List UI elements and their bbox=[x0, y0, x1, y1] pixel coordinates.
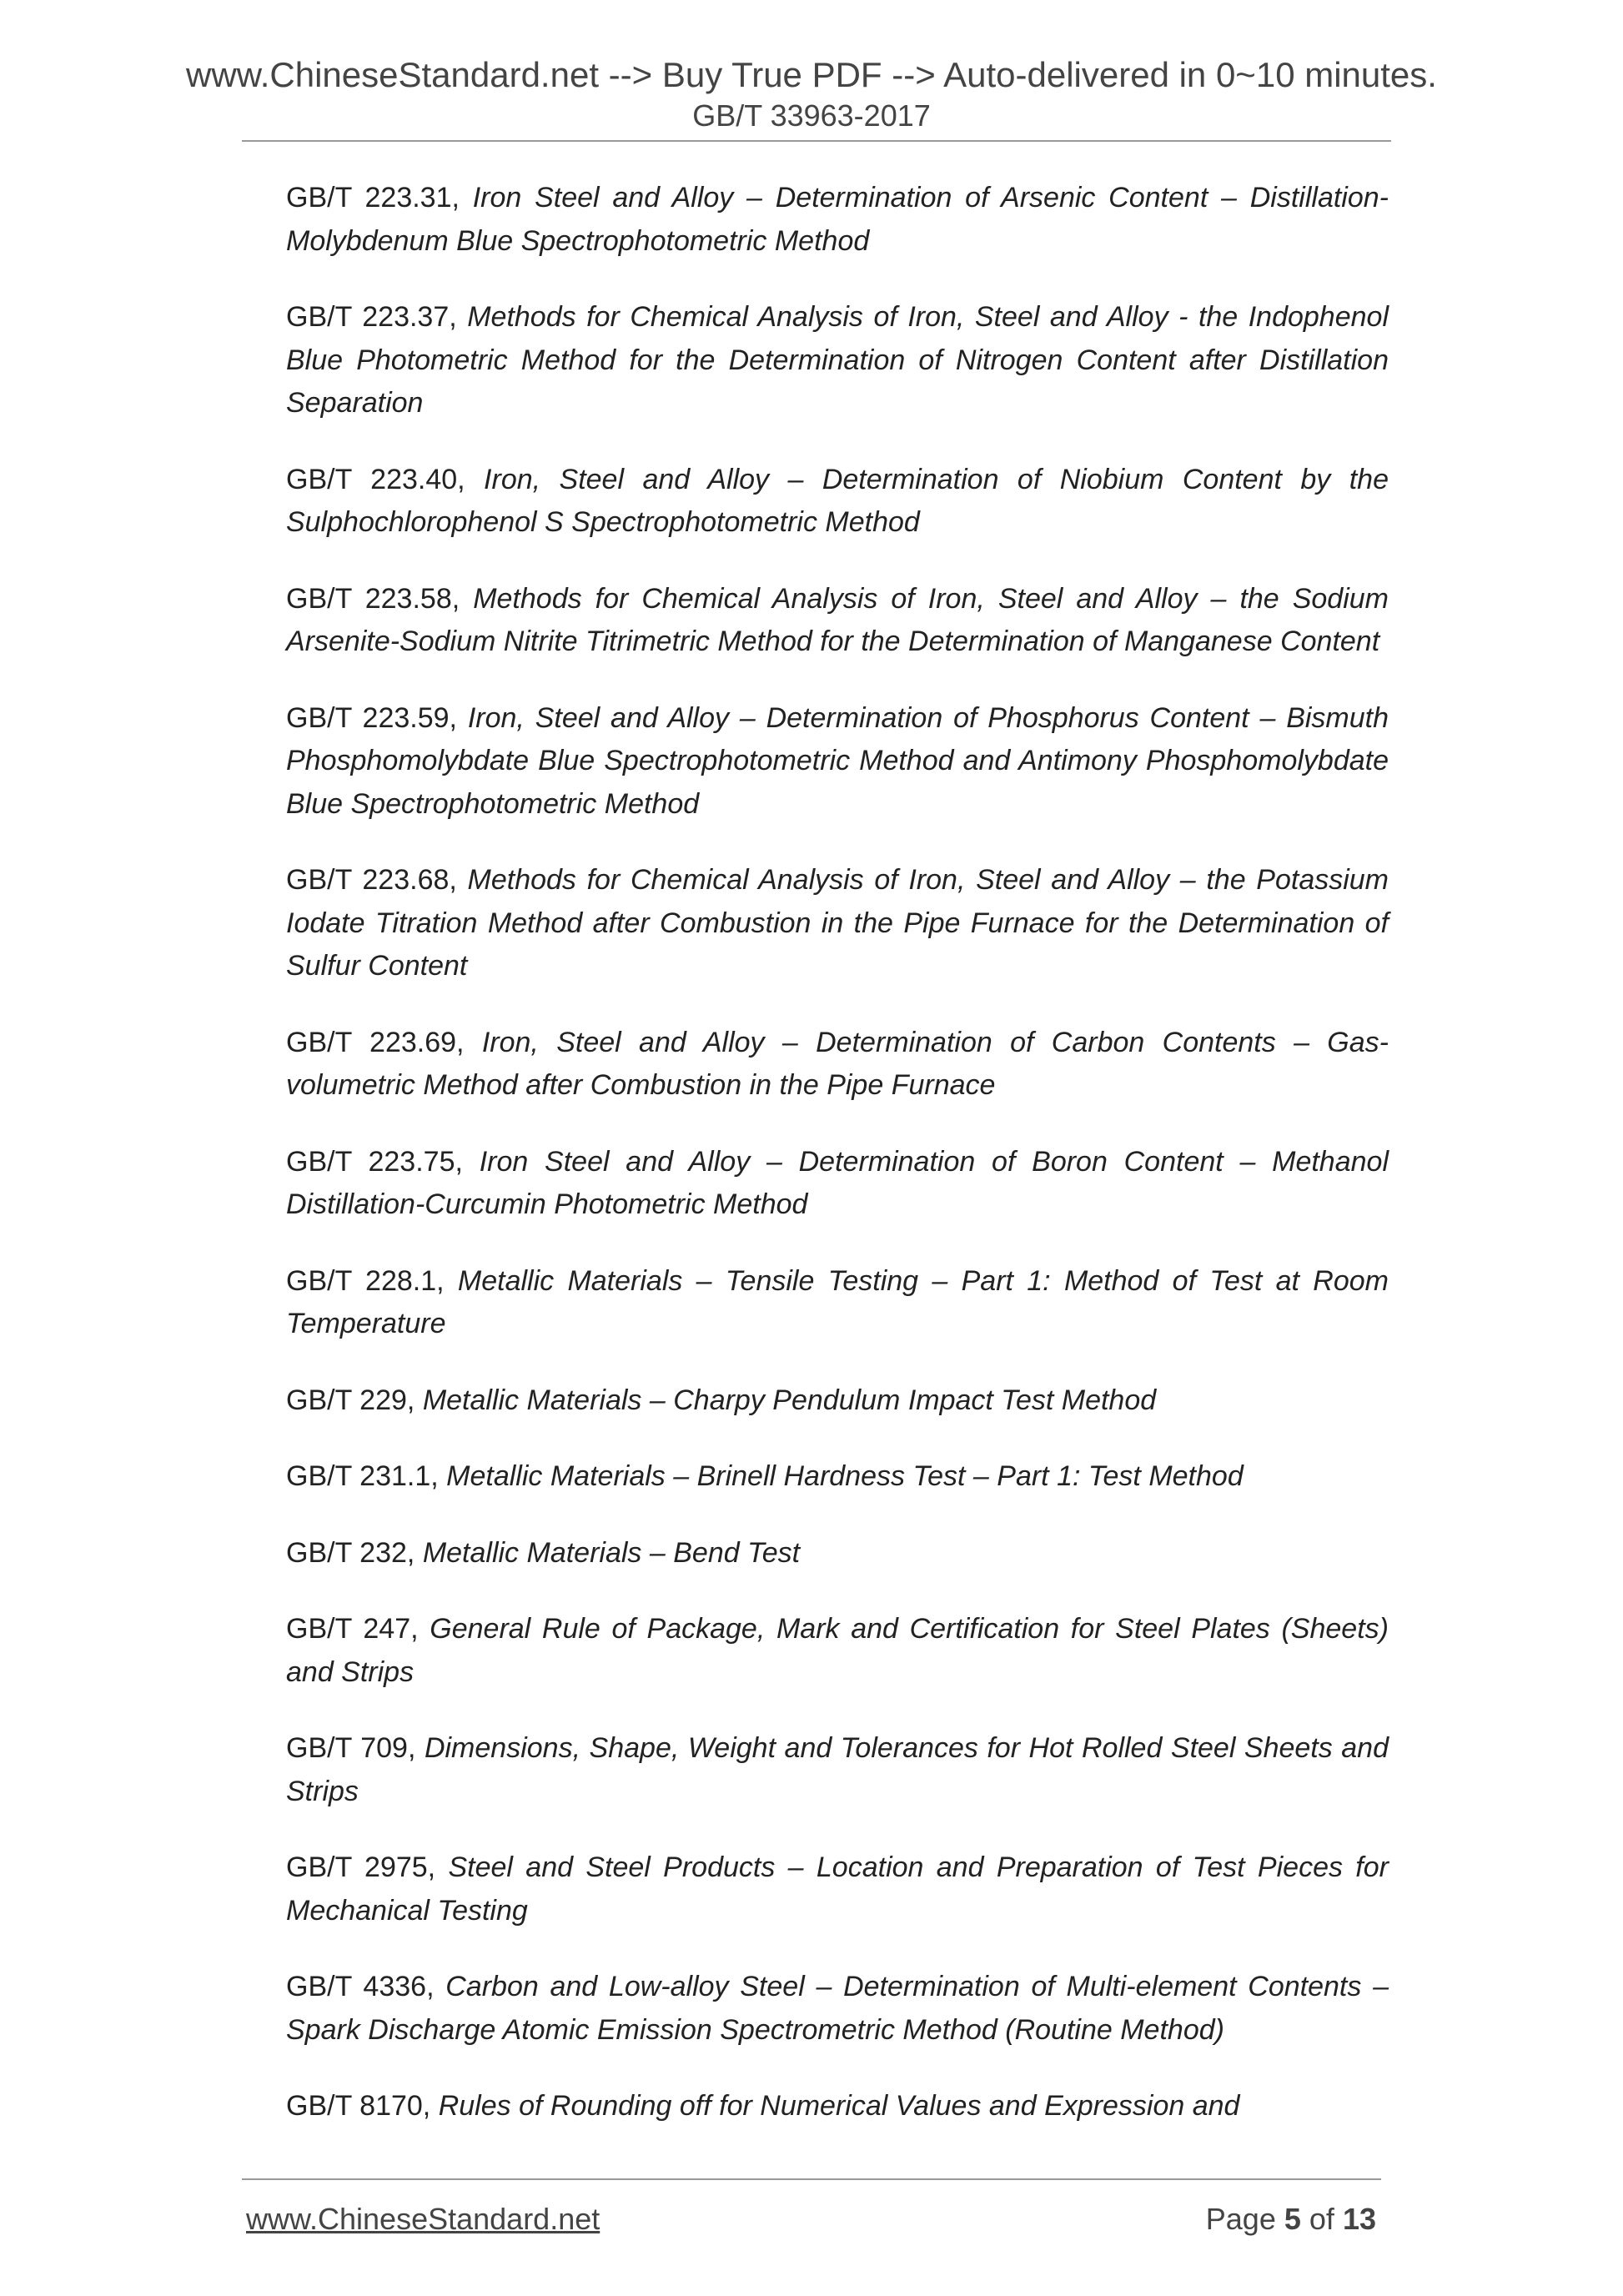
reference-title: Carbon and Low-alloy Steel – Determination of Multi-element Contents – Spark Discharge Atomic Emission Spectrometric Method (Routine Method) bbox=[286, 1971, 1389, 2046]
reference-code: GB/T 709, bbox=[286, 1732, 416, 1764]
footer-divider bbox=[242, 2178, 1381, 2180]
reference-code: GB/T 228.1, bbox=[286, 1264, 445, 1297]
reference-item bbox=[286, 177, 1389, 263]
reference-code: GB/T 2975, bbox=[286, 1851, 436, 1883]
reference-item bbox=[286, 2085, 1389, 2128]
reference-code: GB/T 4336, bbox=[286, 1971, 435, 2002]
reference-code: GB/T 223.59, bbox=[286, 701, 457, 734]
reference-item bbox=[286, 1966, 1389, 2052]
reference-item bbox=[286, 1455, 1389, 1499]
reference-item bbox=[286, 459, 1389, 545]
reference-item bbox=[286, 859, 1389, 988]
reference-item bbox=[286, 697, 1389, 826]
reference-code: GB/T 223.58, bbox=[286, 582, 460, 615]
reference-code: GB/T 223.68, bbox=[286, 864, 457, 896]
reference-item bbox=[286, 578, 1389, 664]
reference-item bbox=[286, 1379, 1389, 1423]
page-prefix: Page bbox=[1205, 2202, 1276, 2236]
reference-code: GB/T 223.40, bbox=[286, 463, 465, 495]
reference-title: Metallic Materials – Charpy Pendulum Impact Test Method bbox=[422, 1384, 1157, 1416]
reference-code: GB/T 232, bbox=[286, 1536, 415, 1569]
reference-item bbox=[286, 1141, 1389, 1227]
reference-item bbox=[286, 1022, 1389, 1108]
header-divider bbox=[242, 140, 1391, 142]
reference-title: Metallic Materials – Tensile Testing – Part 1: Method of Test at Room Temperature bbox=[286, 1264, 1389, 1339]
reference-title: Metallic Materials – Brinell Hardness Test – Part 1: Test Method bbox=[446, 1460, 1244, 1492]
reference-item bbox=[286, 1727, 1389, 1813]
reference-code: GB/T 231.1, bbox=[286, 1460, 439, 1492]
reference-code: GB/T 223.69, bbox=[286, 1026, 465, 1058]
page-current: 5 bbox=[1284, 2202, 1301, 2236]
reference-code: GB/T 247, bbox=[286, 1613, 419, 1645]
normative-references bbox=[286, 177, 1389, 2162]
reference-title: Methods for Chemical Analysis of Iron, Steel and Alloy – the Sodium Arsenite-Sodium Nitrite Titrimetric Method for the Determination of Manganese Content bbox=[286, 582, 1389, 657]
reference-item bbox=[286, 1260, 1389, 1346]
reference-code: GB/T 8170, bbox=[286, 2090, 431, 2122]
reference-title: General Rule of Package, Mark and Certification for Steel Plates (Sheets) and Strips bbox=[286, 1613, 1389, 1688]
reference-title: Steel and Steel Products – Location and Preparation of Test Pieces for Mechanical Testing bbox=[286, 1851, 1389, 1927]
reference-title: Metallic Materials – Bend Test bbox=[422, 1536, 801, 1569]
reference-title: Methods for Chemical Analysis of Iron, Steel and Alloy – the Potassium Iodate Titration Method after Combustion in the Pipe Furnace for the Determination of Sulfur Content bbox=[286, 864, 1389, 982]
reference-code: GB/T 223.37, bbox=[286, 301, 457, 333]
header-banner: www.ChineseStandard.net --> Buy True PDF --> Auto-delivered in 0~10 minutes. bbox=[186, 55, 1437, 94]
reference-code: GB/T 223.75, bbox=[286, 1145, 463, 1178]
reference-title: Iron, Steel and Alloy – Determination of Niobium Content by the Sulphochlorophenol S Spectrophotometric Method bbox=[286, 463, 1389, 538]
footer-website-link[interactable]: www.ChineseStandard.net bbox=[246, 2202, 600, 2236]
reference-title: Iron, Steel and Alloy – Determination of Phosphorus Content – Bismuth Phosphomolybdate Blue Spectrophotometric Method and Antimony Phosphomolybdate Blue Spectrophotometric Method bbox=[286, 701, 1389, 820]
page-total: 13 bbox=[1342, 2202, 1376, 2236]
reference-title: Iron Steel and Alloy – Determination of Arsenic Content – Distillation-Molybdenum Blue Spectrophotometric Method bbox=[286, 182, 1389, 257]
reference-title: Iron Steel and Alloy – Determination of Boron Content – Methanol Distillation-Curcumin Photometric Method bbox=[286, 1145, 1389, 1220]
reference-title: Methods for Chemical Analysis of Iron, Steel and Alloy - the Indophenol Blue Photometric Method for the Determination of Nitrogen Content after Distillation Separation bbox=[286, 301, 1389, 419]
page-of: of bbox=[1309, 2202, 1334, 2236]
reference-title: Dimensions, Shape, Weight and Tolerances for Hot Rolled Steel Sheets and Strips bbox=[286, 1732, 1389, 1807]
reference-item bbox=[286, 296, 1389, 425]
reference-item bbox=[286, 1532, 1389, 1575]
reference-code: GB/T 229, bbox=[286, 1384, 415, 1416]
reference-item bbox=[286, 1846, 1389, 1932]
reference-code: GB/T 223.31, bbox=[286, 182, 460, 214]
reference-item bbox=[286, 1608, 1389, 1694]
page-number bbox=[1206, 2202, 1376, 2237]
standard-number: GB/T 33963-2017 bbox=[692, 98, 931, 133]
reference-title: Rules of Rounding off for Numerical Values and Expression and bbox=[438, 2090, 1240, 2122]
reference-title: Iron, Steel and Alloy – Determination of Carbon Contents – Gas-volumetric Method after Combustion in the Pipe Furnace bbox=[286, 1026, 1389, 1101]
